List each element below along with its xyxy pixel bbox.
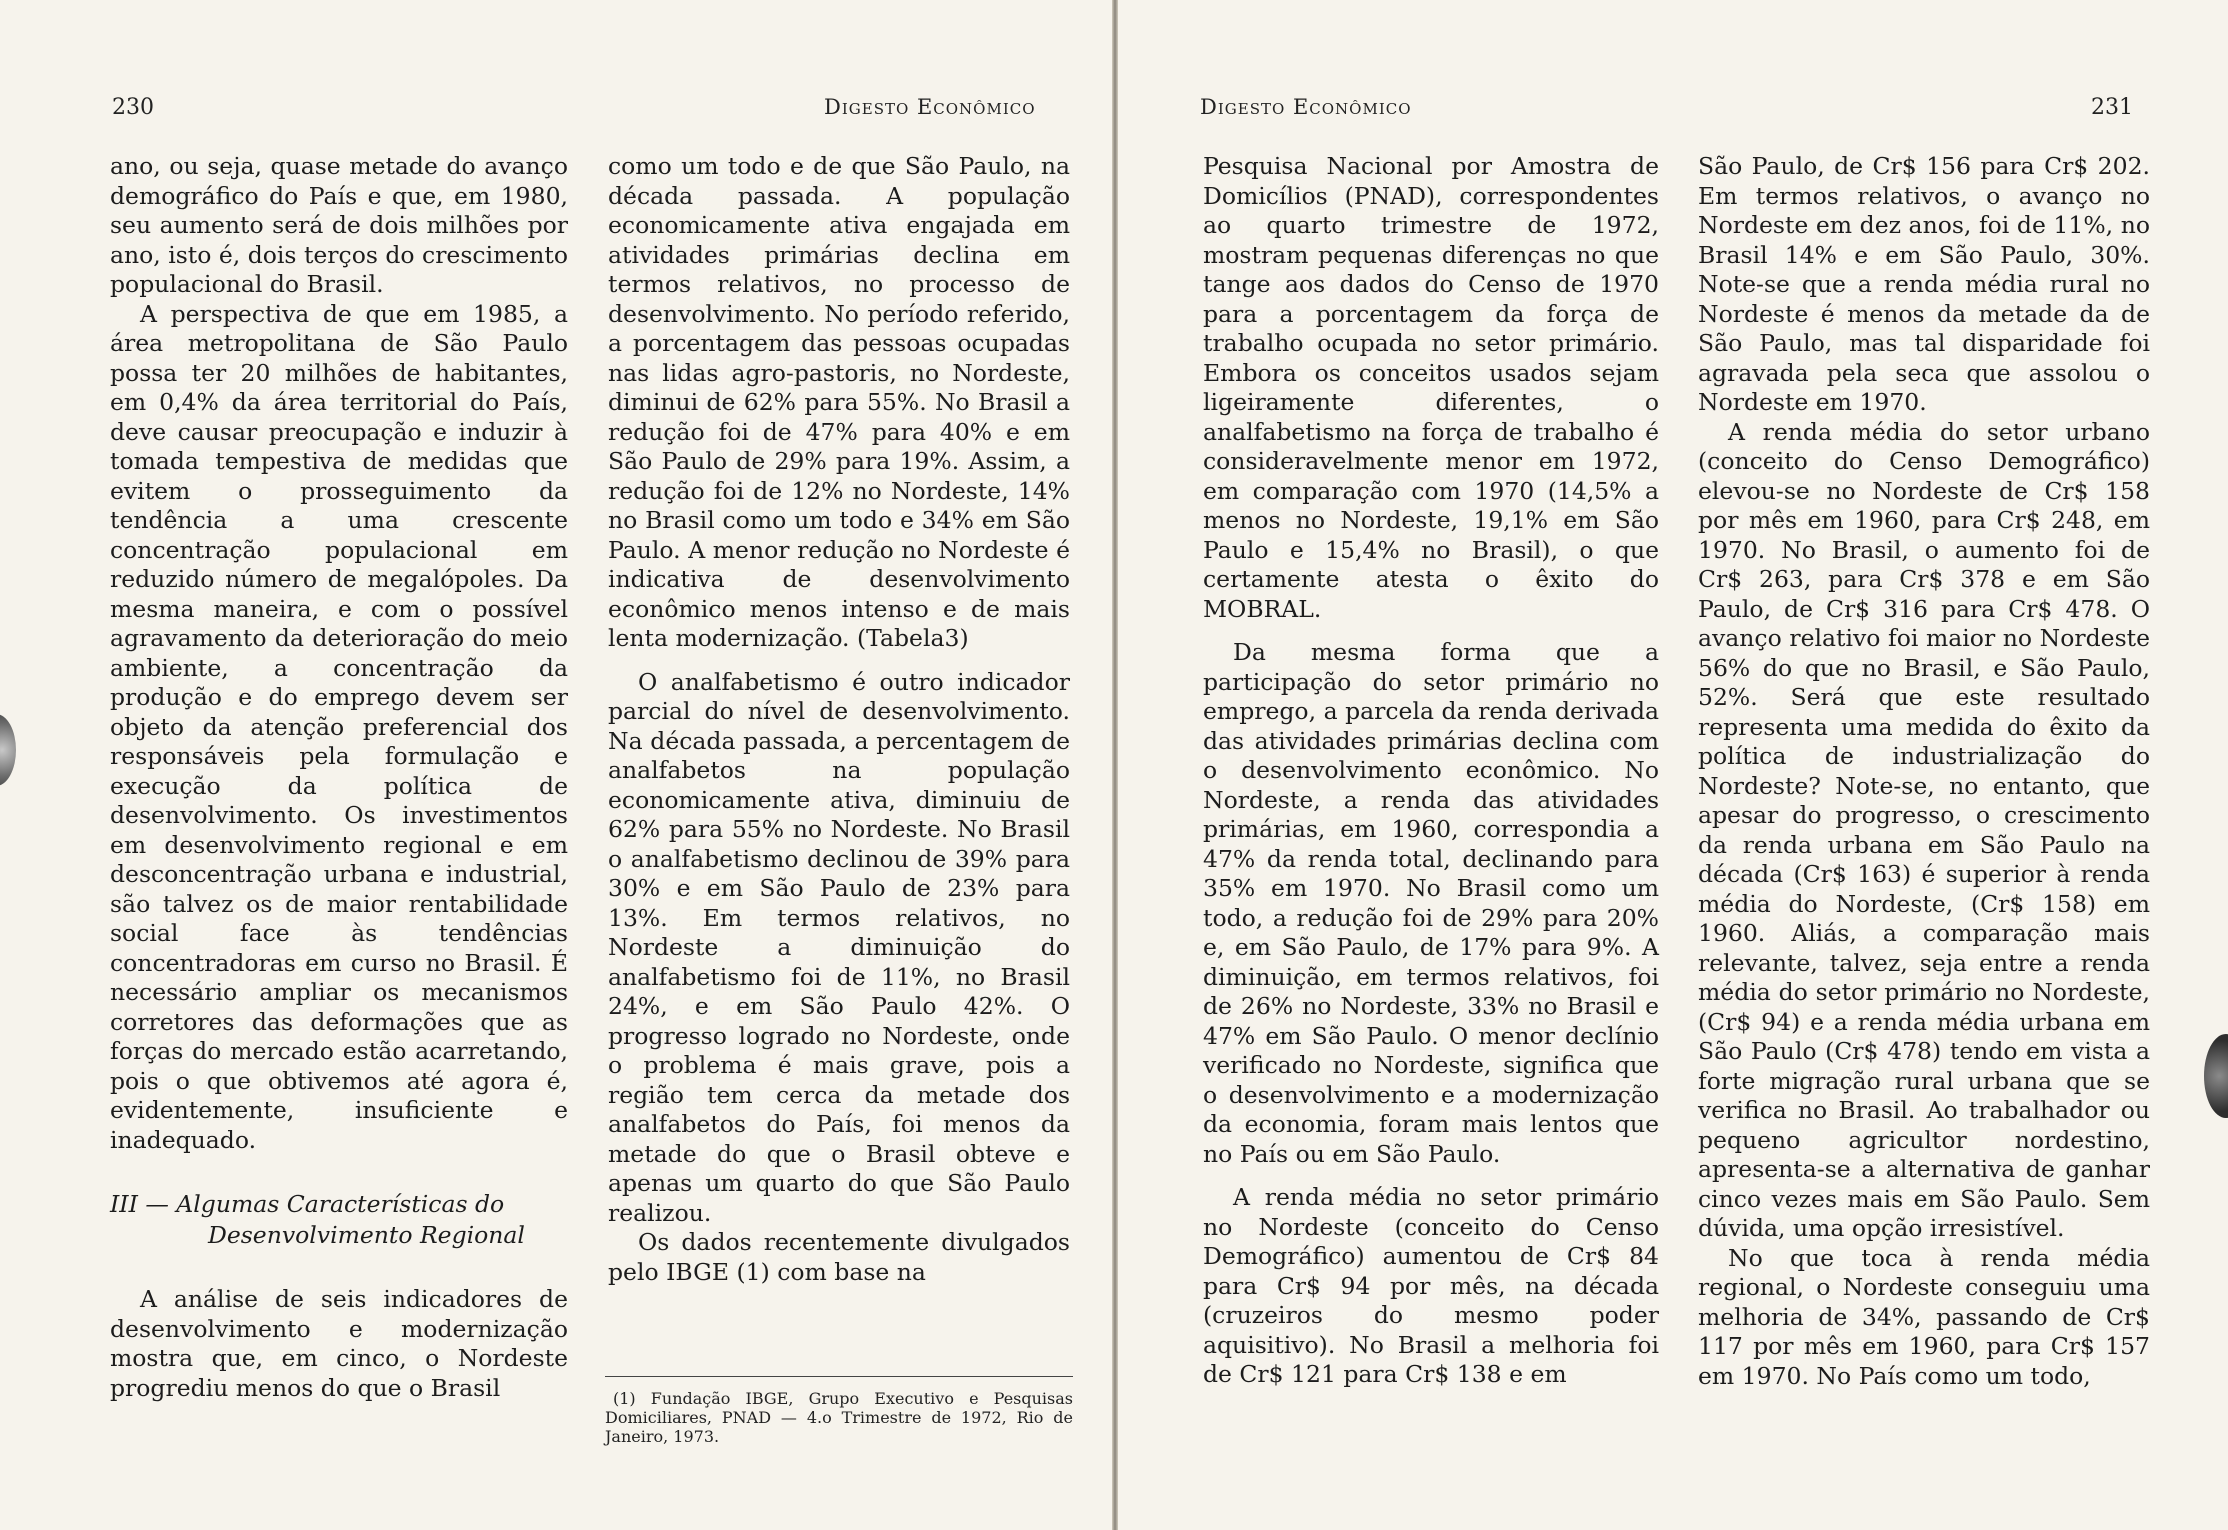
paragraph: A perspectiva de que em 1985, a área metropolitana de São Paulo possa ter 20 milhões de habitantes, em 0,4% da área territorial do País, deve causar preocupação e induzir à tomada tempestiva de medidas que evitem o prosseguimento da tendência a uma crescente concentração populacional em reduzido número de megalópoles. Da mesma maneira, e com o possível agravamento da deterioração do meio ambiente, a concentração da produção e do emprego devem ser objeto da atenção preferencial dos responsáveis pela formulação e execução da política de desenvolvimento. Os investimentos em desenvolvimento regional e em desconcentração urbana e industrial, são talvez os de maior rentabilidade social face às tendências concentradoras em curso no Brasil. É necessário ampliar os mecanismos corretores das deformações que as forças do mercado estão acarretando, pois o que obtivemos até agora é, evidentemente, insuficiente e inadequado.: [110, 299, 568, 1154]
running-head-left: Digesto Econômico: [824, 95, 1036, 119]
paragraph: A renda média do setor urbano (conceito do Censo Demográfico) elevou-se no Nordeste de Cr$ 158 por mês em 1960, para Cr$ 248, em 1970. No Brasil, o aumento foi de Cr$ 263, para Cr$ 378 e em São Paulo, de Cr$ 316 para Cr$ 478. O avanço relativo foi maior no Nordeste 56% do que no Brasil, e São Paulo, 52%. Será que este resultado representa uma medida do êxito da política de industrialização do Nordeste? Note-se, no entanto, que apesar do progresso, o crescimento da renda urbana em São Paulo na década (Cr$ 163) é superior à renda média do Nordeste, (Cr$ 158) em 1960. Aliás, a comparação mais relevante, talvez, seja entre a renda média do setor primário no Nordeste, (Cr$ 94) e a renda média urbana em São Paulo (Cr$ 478) tendo em vista a forte migração rural urbana que se verifica no Brasil. Ao trabalhador ou pequeno agricultor nordestino, apresenta-se a alternativa de ganhar cinco vezes mais em São Paulo. Sem dúvida, uma opção irresistível.: [1698, 417, 2150, 1242]
right-column-2: [1698, 152, 2150, 1391]
paragraph: No que toca à renda média regional, o Nordeste conseguiu uma melhoria de 34%, passando de Cr$ 117 por mês em 1960, para Cr$ 157 em 1970. No País como um todo,: [1698, 1243, 2150, 1390]
right-column-1: [1203, 152, 1659, 1390]
paragraph: Os dados recentemente divulgados pelo IBGE (1) com base na: [608, 1228, 1070, 1286]
section-heading-line-2: Desenvolvimento Regional: [208, 1221, 525, 1249]
page-number-left: 230: [112, 95, 154, 120]
left-column-1: [110, 152, 568, 1403]
paragraph: O analfabetismo é outro indicador parcial do nível de desenvolvimento. Na década passada, a percentagem de analfabetos na população economicamente ativa, diminuiu de 62% para 55% no Nordeste. No Brasil o analfabetismo declinou de 39% para 30% e em São Paulo de 23% para 13%. Em termos relativos, no Nordeste a diminuição do analfabetismo foi de 11%, no Brasil 24%, e em São Paulo 42%. O progresso logrado no Nordeste, onde o problema é mais grave, pois a região tem cerca da metade dos analfabetos do País, foi menos da metade do que o Brasil obteve e apenas um quarto do que São Paulo realizou.: [608, 667, 1070, 1227]
paragraph: A renda média no setor primário no Nordeste (conceito do Censo Demográfico) aumentou de Cr$ 84 para Cr$ 94 por mês, na década (cruzeiros do mesmo poder aquisitivo). No Brasil a melhoria foi de Cr$ 121 para Cr$ 138 e em: [1203, 1183, 1659, 1388]
binder-clip-left: [0, 714, 16, 786]
section-heading: [110, 1189, 568, 1251]
paragraph: A análise de seis indicadores de desenvolvimento e modernização mostra que, em cinco, o Nordeste progrediu menos do que o Brasil: [110, 1285, 568, 1402]
section-heading-line-1: III — Algumas Características do: [110, 1190, 505, 1218]
footnote-text: (1) Fundação IBGE, Grupo Executivo e Pesquisas Domiciliares, PNAD — 4.o Trimestre de 1972, Rio de Janeiro, 1973.: [605, 1389, 1073, 1446]
paragraph: Da mesma forma que a participação do setor primário no emprego, a parcela da renda derivada das atividades primárias declina com o desenvolvimento econômico. No Nordeste, a renda das atividades primárias, em 1960, correspondia a 47% da renda total, declinando para 35% em 1970. No Brasil como um todo, a redução foi de 29% para 20% e, em São Paulo, de 17% para 9%. A diminuição, em termos relativos, foi de 26% no Nordeste, 33% no Brasil e 47% em São Paulo. O menor declínio verificado no Nordeste, significa que o desenvolvimento e a modernização da economia, foram mais lentos que no País ou em São Paulo.: [1203, 638, 1659, 1168]
paragraph: São Paulo, de Cr$ 156 para Cr$ 202. Em termos relativos, o avanço no Nordeste em dez anos, foi de 11%, no Brasil 14% e em São Paulo, 30%. Note-se que a renda média rural no Nordeste é menos da metade da de São Paulo, mas tal disparidade foi agravada pela seca que assolou o Nordeste em 1970.: [1698, 152, 2150, 416]
right-page: [1118, 0, 2228, 1530]
paragraph: como um todo e de que São Paulo, na década passada. A população economicamente ativa engajada em atividades primárias declina em termos relativos, no processo de desenvolvimento. No período referido, a porcentagem das pessoas ocupadas nas lidas agro-pastoris, no Nordeste, diminui de 62% para 55%. No Brasil a redução foi de 47% para 40% e em São Paulo de 29% para 19%. Assim, a redução foi de 12% no Nordeste, 14% no Brasil como um todo e 34% em São Paulo. A menor redução no Nordeste é indicativa de desenvolvimento econômico menos intenso e de mais lenta modernização. (Tabela3): [608, 152, 1070, 652]
paragraph: ano, ou seja, quase metade do avanço demográfico do País e que, em 1980, seu aumento será de dois milhões por ano, isto é, dois terços do crescimento populacional do Brasil.: [110, 152, 568, 298]
footnote: [605, 1376, 1073, 1446]
left-column-2: [608, 152, 1070, 1287]
page-number-right: 231: [2091, 95, 2133, 120]
left-page: [0, 0, 1112, 1530]
paragraph: Pesquisa Nacional por Amostra de Domicílios (PNAD), correspondentes ao quarto trimestre de 1972, mostram pequenas diferenças no que tange aos dados do Censo de 1970 para a porcentagem da força de trabalho ocupada no setor primário. Embora os conceitos usados sejam ligeiramente diferentes, o analfabetismo na força de trabalho é consideravelmente menor em 1972, em comparação com 1970 (14,5% a menos no Nordeste, 19,1% em São Paulo e 15,4% no Brasil), o que certamente atesta o êxito do MOBRAL.: [1203, 152, 1659, 623]
running-head-right: Digesto Econômico: [1200, 95, 1412, 119]
